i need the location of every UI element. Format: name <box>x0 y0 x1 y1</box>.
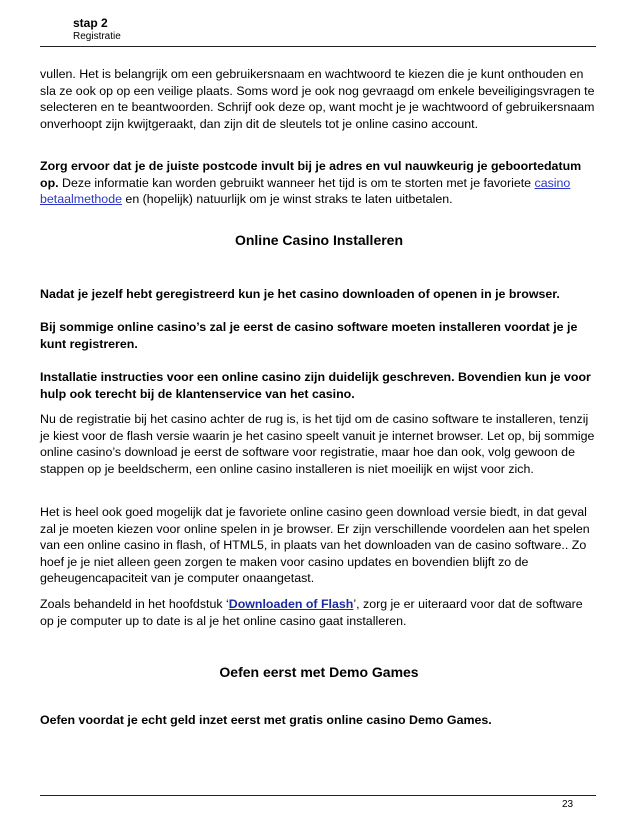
paragraph-registration: vullen. Het is belangrijk om een gebruikersnaam en wachtwoord te kiezen die je kunt onthouden en sla ze ook op op een veilige plaats. Soms word je ook nog gevraagd om enkele beveiligingsvragen te selecteren en te beantwoorden. Schrijf ook deze op, want mocht je je wachtwoord of gebruikersnaam onverhoopt zijn kwijtgeraakt, dan zijn dit de sleutels tot je online casino account. <box>40 67 595 131</box>
paragraph-install-instructions: Installatie instructies voor een online casino zijn duidelijk geschreven. Bovendien kun je voor hulp ook terecht bij de klantenservice van het casino. <box>40 370 591 401</box>
paragraph-postcode <box>40 158 598 208</box>
paragraph-postcode-bold: Zorg ervoor dat je de juiste postcode invult bij je adres en vul nauwkeurig je geboortedatum op. <box>40 159 582 190</box>
heading-online-casino-installeren: Online Casino Installeren <box>234 232 404 248</box>
paragraph-demo-games: Oefen voordat je echt geld inzet eerst met gratis online casino Demo Games. <box>40 713 492 727</box>
casino-betaalmethode-link[interactable]: casino betaalmethode <box>40 175 571 207</box>
page-header <box>73 16 121 43</box>
downloaden-of-flash-link[interactable]: Downloaden of Flash <box>228 597 354 611</box>
footer-divider <box>40 795 596 796</box>
paragraph-install-software: Nu de registratie bij het casino achter de rug is, is het tijd om de casino software te installeren, tenzij je kiest voor de flash versie waarin je het casino speelt vanuit je internet browser. Let op, bij sommige online casino’s download je eerst de software voor registratie, maar hoe dan ook, volg gewoon de stappen op je beeldscherm, een online casino installeren is niet moeilijk en wijst voor zich. <box>40 412 595 476</box>
paragraph-downloaden-flash-start: Zoals behandeld in het hoofdstuk ‘ <box>40 597 229 611</box>
paragraph-after-registration: Nadat je jezelf hebt geregistreerd kun je het casino downloaden of openen in je browser. <box>40 287 560 301</box>
page-number: 23 <box>562 799 574 810</box>
paragraph-postcode-text: Deze informatie kan worden gebruikt wanneer het tijd is om te storten met je favoriete <box>58 175 535 190</box>
paragraph-downloaden-flash-end: ’, zorg je er uiteraard voor dat de software op je computer up to date is al je het online casino gaat installeren. <box>40 597 583 628</box>
chapter-subtitle: Registratie <box>73 31 121 42</box>
paragraph-install-first: Bij sommige online casino’s zal je eerst de casino software moeten installeren voordat je je kunt registreren. <box>40 320 578 351</box>
paragraph-postcode-end: en (hopelijk) natuurlijk om je winst straks te laten uitbetalen. <box>121 192 453 207</box>
header-divider <box>40 46 596 47</box>
chapter-title: stap 2 <box>73 16 108 30</box>
paragraph-browser-play: Het is heel ook goed mogelijk dat je favoriete online casino geen download versie biedt, in dat geval zal je moeten kiezen voor online spelen in je browser. Er zijn verschillende voordelen aan het spelen van een online casino in flash, of HTML5, in plaats van het downloaden van de casino software.. Zo hoef je je niet alleen geen zorgen te maken voor casino updates en bovendien blijft zo de geheugencapaciteit van je computer onaangetast. <box>40 505 590 586</box>
heading-demo-games: Oefen eerst met Demo Games <box>219 664 419 680</box>
paragraph-downloaden-flash <box>40 596 598 629</box>
